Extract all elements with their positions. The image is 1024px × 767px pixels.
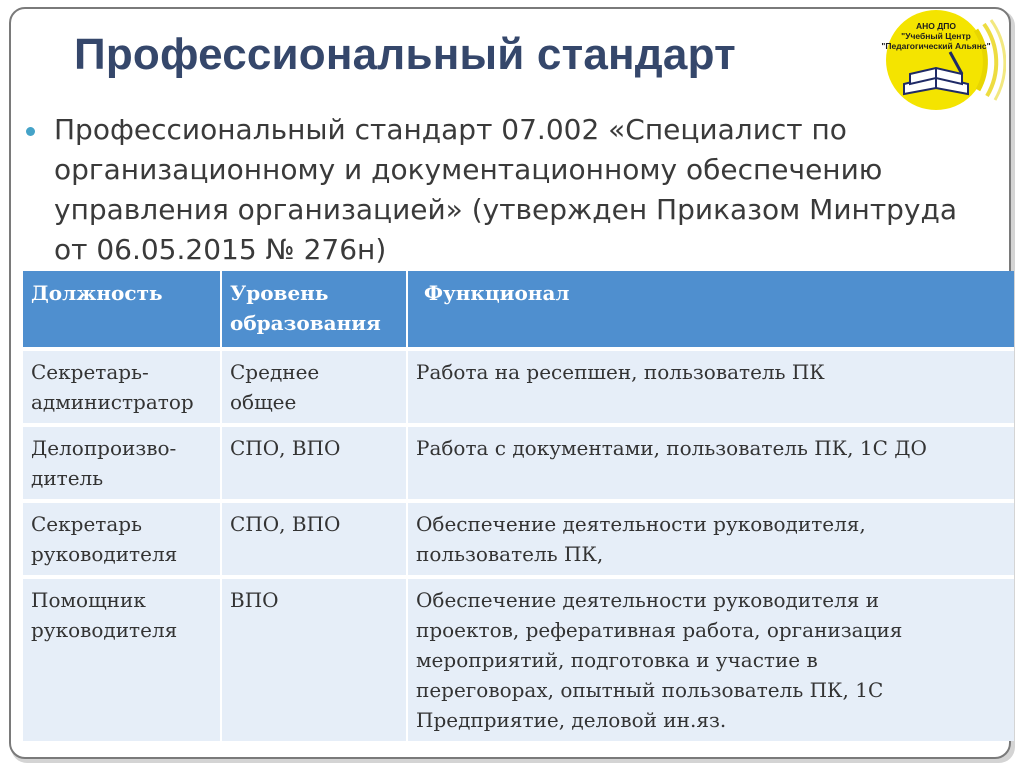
header-functions bbox=[407, 271, 1014, 349]
cell-line: Обеспечение деятельности руководителя, bbox=[416, 512, 866, 536]
bullet-dot-icon bbox=[26, 127, 35, 136]
cell-line: Секретарь bbox=[31, 512, 142, 536]
logo-line-1: АНО ДПО bbox=[915, 21, 957, 31]
header-line: Функционал bbox=[424, 281, 570, 305]
header-line: Должность bbox=[31, 281, 163, 305]
cell-line: СПО, ВПО bbox=[230, 512, 341, 536]
logo-line-2: "Учебный Центр bbox=[901, 31, 971, 41]
table-header-row bbox=[23, 271, 1014, 349]
cell-line: переговорах, опытный пользователь ПК, 1С bbox=[416, 678, 884, 702]
cell-line: Обеспечение деятельности руководителя и bbox=[416, 588, 880, 612]
cell-line: общее bbox=[230, 390, 297, 414]
cell-line: Работа с документами, пользователь ПК, 1С ДО bbox=[416, 436, 927, 460]
logo-line-3: "Педагогический Альянс" bbox=[881, 41, 991, 51]
cell-line: руководителя bbox=[31, 542, 178, 566]
cell-line: Среднее bbox=[230, 360, 320, 384]
bullet-line: Профессиональный стандарт 07.002 «Специалист по bbox=[54, 113, 847, 146]
cell-functions bbox=[407, 501, 1014, 577]
cell-position bbox=[23, 425, 221, 501]
header-line: образования bbox=[230, 311, 381, 335]
cell-line: руководителя bbox=[31, 618, 178, 642]
cell-position bbox=[23, 501, 221, 577]
cell-position bbox=[23, 349, 221, 425]
table-row bbox=[23, 349, 1014, 425]
cell-functions bbox=[407, 577, 1014, 741]
cell-line: мероприятий, подготовка и участие в bbox=[416, 648, 818, 672]
cell-functions bbox=[407, 349, 1014, 425]
cell-education bbox=[221, 577, 407, 741]
cell-line: Работа на ресепшен, пользователь ПК bbox=[416, 360, 825, 384]
cell-line: Делопроизво- bbox=[31, 436, 177, 460]
cell-line: администратор bbox=[31, 390, 194, 414]
cell-education bbox=[221, 501, 407, 577]
cell-line: дитель bbox=[31, 466, 104, 490]
cell-line: Помощник bbox=[31, 588, 146, 612]
bullet-text bbox=[54, 110, 1004, 270]
bullet-line: от 06.05.2015 № 276н) bbox=[54, 233, 387, 266]
table-row bbox=[23, 577, 1014, 741]
slide-title: Профессиональный стандарт bbox=[74, 30, 736, 79]
cell-functions bbox=[407, 425, 1014, 501]
header-position bbox=[23, 271, 221, 349]
cell-line: СПО, ВПО bbox=[230, 436, 341, 460]
cell-line: ВПО bbox=[230, 588, 279, 612]
cell-line: Секретарь- bbox=[31, 360, 149, 384]
cell-line: Предприятие, деловой ин.яз. bbox=[416, 708, 727, 732]
bullet-line: управления организацией» (утвержден Приказом Минтруда bbox=[54, 193, 958, 226]
cell-line: пользователь ПК, bbox=[416, 542, 604, 566]
header-line: Уровень bbox=[230, 281, 329, 305]
bullet-line: организационному и документационному обеспечению bbox=[54, 153, 883, 186]
cell-education bbox=[221, 349, 407, 425]
professional-standard-table bbox=[23, 271, 1014, 741]
cell-line: проектов, реферативная работа, организация bbox=[416, 618, 903, 642]
cell-education bbox=[221, 425, 407, 501]
logo bbox=[866, 4, 1006, 116]
table-row bbox=[23, 501, 1014, 577]
header-education bbox=[221, 271, 407, 349]
cell-position bbox=[23, 577, 221, 741]
table-row bbox=[23, 425, 1014, 501]
